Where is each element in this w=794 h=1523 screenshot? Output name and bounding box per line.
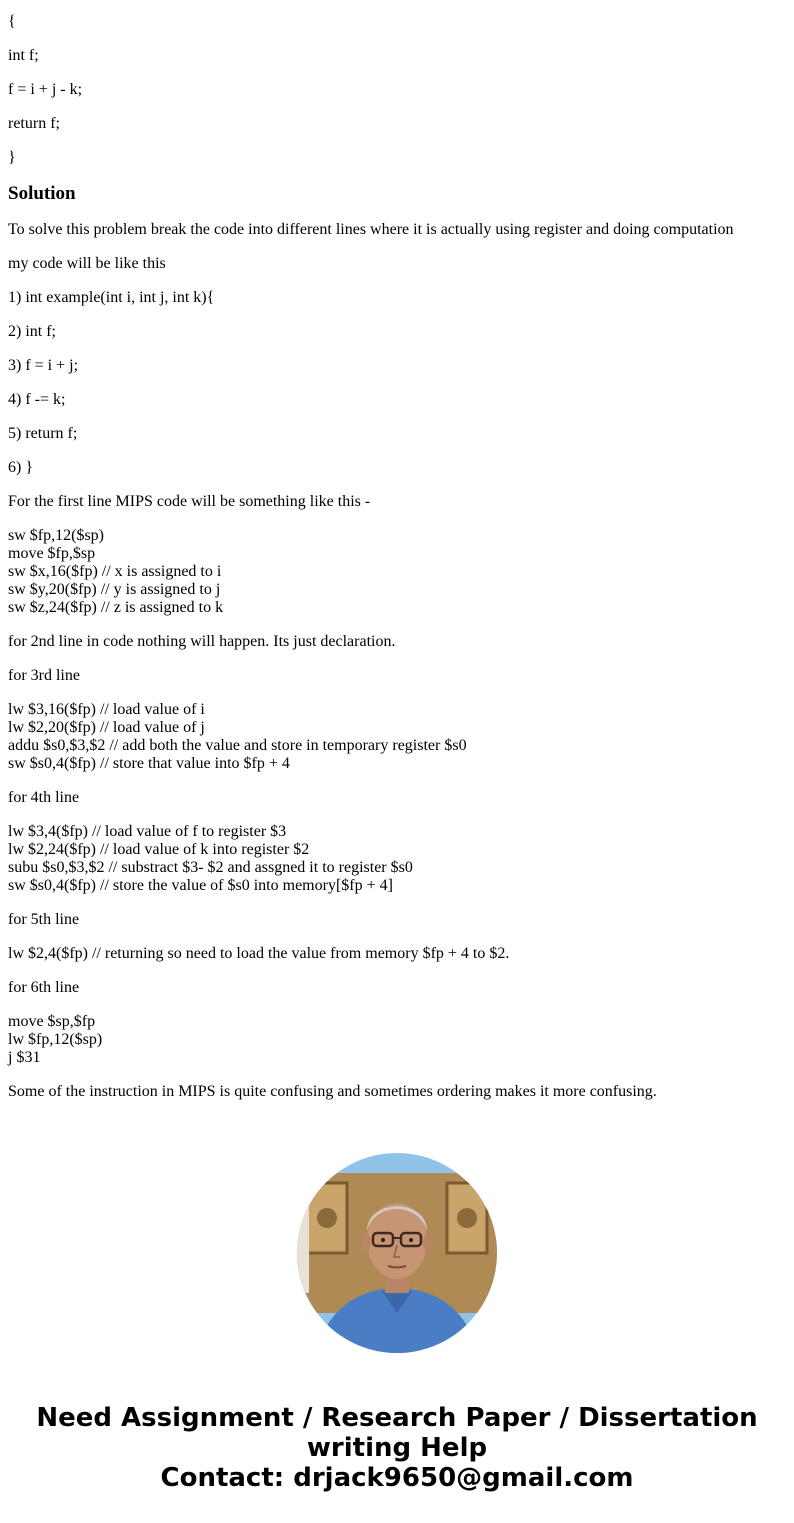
code-line: } <box>8 149 16 166</box>
numbered-code-line: 1) int example(int i, int j, int k){ <box>8 289 215 306</box>
document-content <box>8 13 786 1117</box>
sixth-line-label: for 6th line <box>8 979 80 996</box>
mips-line: subu $s0,$3,$2 // substract $3- $2 and assgned it to register $s0 <box>8 859 413 876</box>
author-portrait-image <box>297 1153 497 1353</box>
mips-line: lw $2,20($fp) // load value of j <box>8 719 205 736</box>
code-line: return f; <box>8 115 60 132</box>
my-code-intro: my code will be like this <box>8 255 166 272</box>
footer-line: writing Help <box>306 1433 488 1463</box>
footer-line: Need Assignment / Research Paper / Dissertation <box>36 1403 758 1433</box>
intro-text: To solve this problem break the code into different lines where it is actually using register and doing computation <box>8 221 734 238</box>
mips-line: lw $3,4($fp) // load value of f to register $3 <box>8 823 287 840</box>
mips-line: j $31 <box>8 1049 41 1066</box>
third-line-mips-block <box>8 701 786 773</box>
mips-line: lw $fp,12($sp) <box>8 1031 103 1048</box>
author-avatar <box>297 1153 497 1353</box>
numbered-code-line: 4) f -= k; <box>8 391 66 408</box>
fifth-line-code: lw $2,4($fp) // returning so need to load the value from memory $fp + 4 to $2. <box>8 945 510 962</box>
closing-note: Some of the instruction in MIPS is quite confusing and sometimes ordering makes it more confusing. <box>8 1083 657 1100</box>
mips-line: lw $3,16($fp) // load value of i <box>8 701 205 718</box>
code-line: { <box>8 13 16 30</box>
code-line: f = i + j - k; <box>8 81 83 98</box>
fourth-line-mips-block <box>8 823 786 895</box>
mips-line: sw $z,24($fp) // z is assigned to k <box>8 599 224 616</box>
mips-line: move $fp,$sp <box>8 545 96 562</box>
first-line-mips-block <box>8 527 786 617</box>
second-line-note: for 2nd line in code nothing will happen. Its just declaration. <box>8 633 396 650</box>
mips-line: sw $fp,12($sp) <box>8 527 104 544</box>
mips-line: move $sp,$fp <box>8 1013 96 1030</box>
third-line-label: for 3rd line <box>8 667 80 684</box>
footer-contact: Contact: drjack9650@gmail.com <box>160 1463 634 1493</box>
sixth-line-mips-block <box>8 1013 786 1067</box>
numbered-code-line: 2) int f; <box>8 323 56 340</box>
mips-line: sw $y,20($fp) // y is assigned to j <box>8 581 221 598</box>
mips-line: sw $s0,4($fp) // store the value of $s0 into memory[$fp + 4] <box>8 877 393 894</box>
contact-footer <box>0 1403 794 1493</box>
numbered-code-line: 3) f = i + j; <box>8 357 79 374</box>
mips-line: sw $s0,4($fp) // store that value into $fp + 4 <box>8 755 290 772</box>
mips-line: lw $2,24($fp) // load value of k into register $2 <box>8 841 310 858</box>
first-line-intro: For the first line MIPS code will be something like this - <box>8 493 371 510</box>
numbered-code-line: 6) } <box>8 459 34 476</box>
code-line: int f; <box>8 47 39 64</box>
numbered-code-line: 5) return f; <box>8 425 78 442</box>
fifth-line-label: for 5th line <box>8 911 80 928</box>
solution-heading: Solution <box>8 183 76 204</box>
fourth-line-label: for 4th line <box>8 789 80 806</box>
mips-line: sw $x,16($fp) // x is assigned to i <box>8 563 222 580</box>
mips-line: addu $s0,$3,$2 // add both the value and store in temporary register $s0 <box>8 737 467 754</box>
